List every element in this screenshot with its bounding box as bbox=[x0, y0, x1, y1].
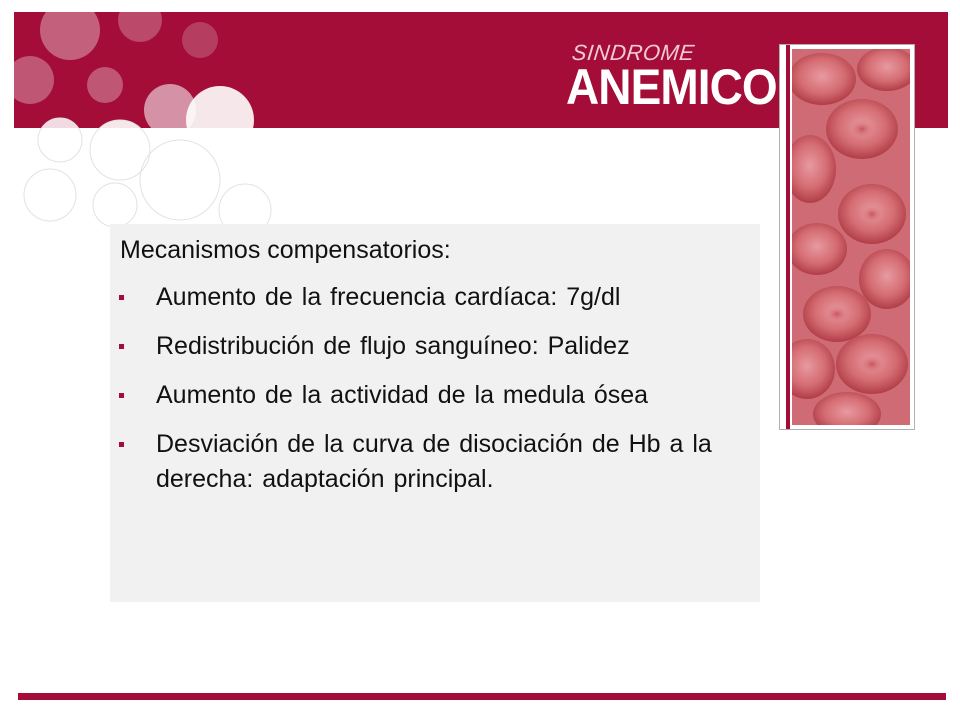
content-heading: Mecanismos compensatorios: bbox=[120, 236, 451, 264]
footer-bar bbox=[18, 693, 946, 700]
bullet-square-icon bbox=[119, 442, 124, 447]
list-item bbox=[110, 378, 760, 413]
bullet-text: Redistribución de flujo sanguíneo: Palidez bbox=[156, 332, 630, 360]
bullet-text: Aumento de la actividad de la medula ósea bbox=[156, 381, 649, 409]
photo-accent-bar bbox=[786, 45, 790, 429]
content-box bbox=[110, 224, 760, 602]
blood-cells-image bbox=[792, 49, 910, 425]
bullet-square-icon bbox=[119, 344, 124, 349]
bullet-square-icon bbox=[119, 295, 124, 300]
slide-title-small: SINDROME bbox=[570, 40, 696, 65]
bubble-decoration bbox=[0, 0, 300, 260]
list-item bbox=[110, 329, 760, 364]
bullet-text: Desviación de la curva de disociación de Hb a la derecha: adaptación principal. bbox=[156, 430, 712, 493]
list-item bbox=[110, 427, 760, 497]
bullet-text: Aumento de la frecuencia cardíaca: 7g/dl bbox=[156, 283, 621, 311]
slide-title: ANEMICO bbox=[566, 59, 777, 115]
red-blood-cells-photo bbox=[779, 44, 915, 430]
list-item bbox=[110, 280, 760, 315]
bullet-list bbox=[110, 280, 760, 511]
bullet-square-icon bbox=[119, 393, 124, 398]
